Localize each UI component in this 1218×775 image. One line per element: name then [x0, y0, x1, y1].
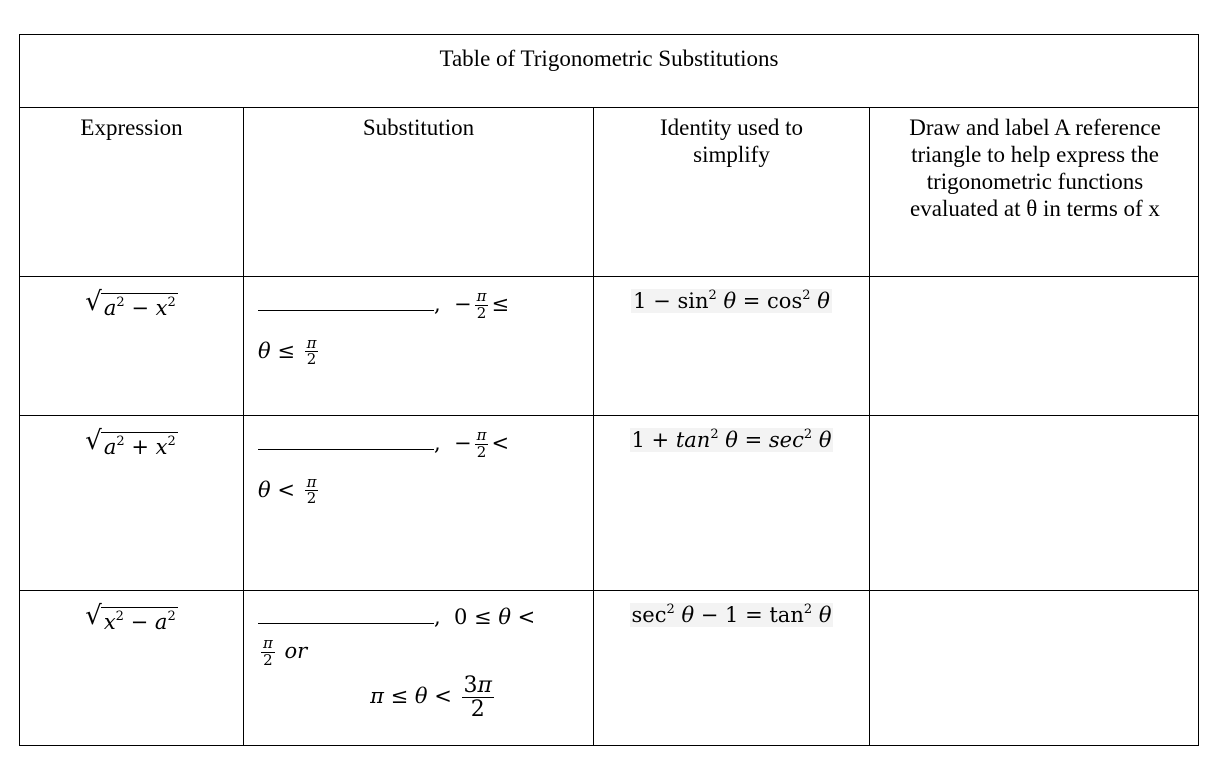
header-triangle: Draw and label A reference triangle to help express the trigonometric functions evaluated at θ in terms of x — [870, 108, 1199, 277]
identity-formula: $\sec^2 \theta - 1 = \tan^2 \theta$ — [631, 602, 832, 627]
expression-cell — [20, 591, 244, 746]
trig-substitution-table — [19, 34, 1199, 746]
radical-icon: √ — [85, 601, 102, 631]
expression-formula: √ $a^2 + x^2$ — [85, 426, 176, 459]
identity-cell — [594, 591, 870, 746]
identity-cell — [594, 416, 870, 591]
expression-cell — [20, 277, 244, 416]
triangle-cell[interactable] — [870, 277, 1199, 416]
expression-formula: √ $a^2 - x^2$ — [85, 287, 176, 320]
identity-cell — [594, 277, 870, 416]
substitution-blank — [258, 290, 434, 311]
identity-formula: $1 - \sin^2 \theta = \cos^2 \theta$ — [633, 288, 830, 313]
substitution-cell: , 0 ≤ θ < $\frac{\pi}{2}$ or π ≤ θ < $\frac{3\pi}{2}$ — [244, 591, 594, 746]
table-title: Table of Trigonometric Substitutions — [20, 35, 1199, 108]
triangle-cell[interactable] — [870, 591, 1199, 746]
identity-formula: $1 + \tan^2 \theta = \sec^2 \theta$ — [631, 427, 832, 452]
radical-icon: √ — [85, 287, 102, 317]
substitution-cell: , − $\frac{\pi}{2}$ ≤ θ ≤ $\frac{\pi}{2}$ — [244, 277, 594, 416]
table-row — [20, 277, 1199, 416]
triangle-cell[interactable] — [870, 416, 1199, 591]
expression-cell — [20, 416, 244, 591]
header-expression: Expression — [20, 108, 244, 277]
radical-icon: √ — [85, 426, 102, 456]
header-identity: Identity used to simplify — [594, 108, 870, 277]
table-row — [20, 591, 1199, 746]
table-row — [20, 416, 1199, 591]
header-substitution: Substitution — [244, 108, 594, 277]
substitution-cell: , − $\frac{\pi}{2}$ < θ < $\frac{\pi}{2}$ — [244, 416, 594, 591]
substitution-blank — [258, 603, 434, 624]
expression-formula: √ $x^2 - a^2$ — [85, 601, 176, 634]
substitution-blank — [258, 429, 434, 450]
